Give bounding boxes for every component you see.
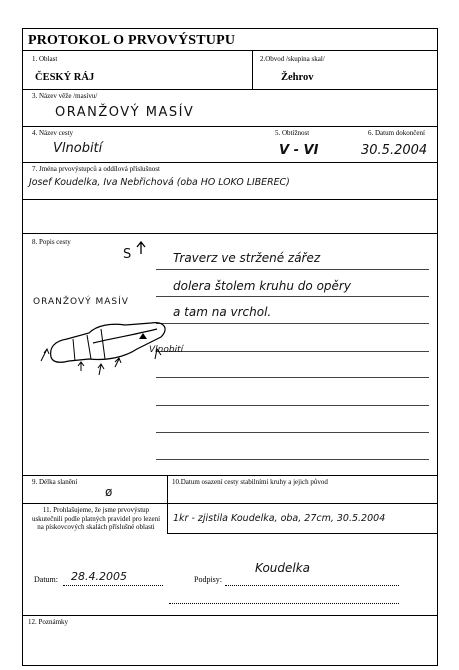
area-value: ČESKÝ RÁJ <box>35 72 95 83</box>
rappel-value: ø <box>105 485 113 499</box>
first-ascent-protocol-form <box>22 28 438 666</box>
bolts-value: 1kr - zjistila Koudelka, oba, 27cm, 30.5.2004 <box>173 513 386 524</box>
climbers-value: Josef Koudelka, Iva Nebřichová (oba HO LOKO LIBEREC) <box>29 177 290 188</box>
signatures-label: Podpisy: <box>194 575 223 584</box>
date-done-label: 6. Datum dokončení <box>368 129 425 137</box>
tower-label: 3. Název věže /masívu/ <box>32 92 98 100</box>
sketch-massif-label: ORANŽOVÝ MASÍV <box>33 297 129 307</box>
difficulty-label: 5. Obtížnost <box>275 129 310 137</box>
date-label: Datum: <box>34 575 58 584</box>
route-value: Vlnobití <box>53 141 103 156</box>
description-line-1: Traverz ve stržené zářez <box>173 251 321 265</box>
district-value: Žehrov <box>281 72 314 83</box>
sketch-route-label: Vlnobití <box>149 345 184 355</box>
declaration-text: 11. Prohlašujeme, že jsme prvovýstup uskutečnili podle platných pravidel pro lezení na pískovcových skalách příslušné oblasti <box>31 506 161 531</box>
north-arrow-icon <box>135 241 147 255</box>
bolts-label: 10.Datum osazení cesty stabilními kruhy a jejich původ <box>172 478 328 486</box>
description-line-2: dolera štolem kruhu do opěry <box>173 279 351 293</box>
signatures-value: Koudelka <box>255 561 311 575</box>
form-title: PROTOKOL O PRVOVÝSTUPU <box>28 33 236 48</box>
date-done-value: 30.5.2004 <box>361 143 428 158</box>
description-line-3: a tam na vrchol. <box>173 305 272 319</box>
area-label: 1. Oblast <box>32 55 58 63</box>
notes-label: 12. Poznámky <box>28 618 69 626</box>
tower-value: ORANŽOVÝ MASÍV <box>55 105 195 120</box>
rappel-label: 9. Délka slanění <box>32 478 78 486</box>
climbers-label: 7. Jména prvovýstupců a oddílová příslušnost <box>32 165 160 173</box>
difficulty-value: V - VI <box>279 143 319 158</box>
sketch-compass: S <box>123 247 132 262</box>
date-value: 28.4.2005 <box>71 570 127 583</box>
route-label: 4. Název cesty <box>32 129 74 137</box>
description-label: 8. Popis cesty <box>32 238 71 246</box>
route-sketch-icon <box>33 309 173 379</box>
district-label: 2.Obvod /skupina skal/ <box>260 55 325 63</box>
